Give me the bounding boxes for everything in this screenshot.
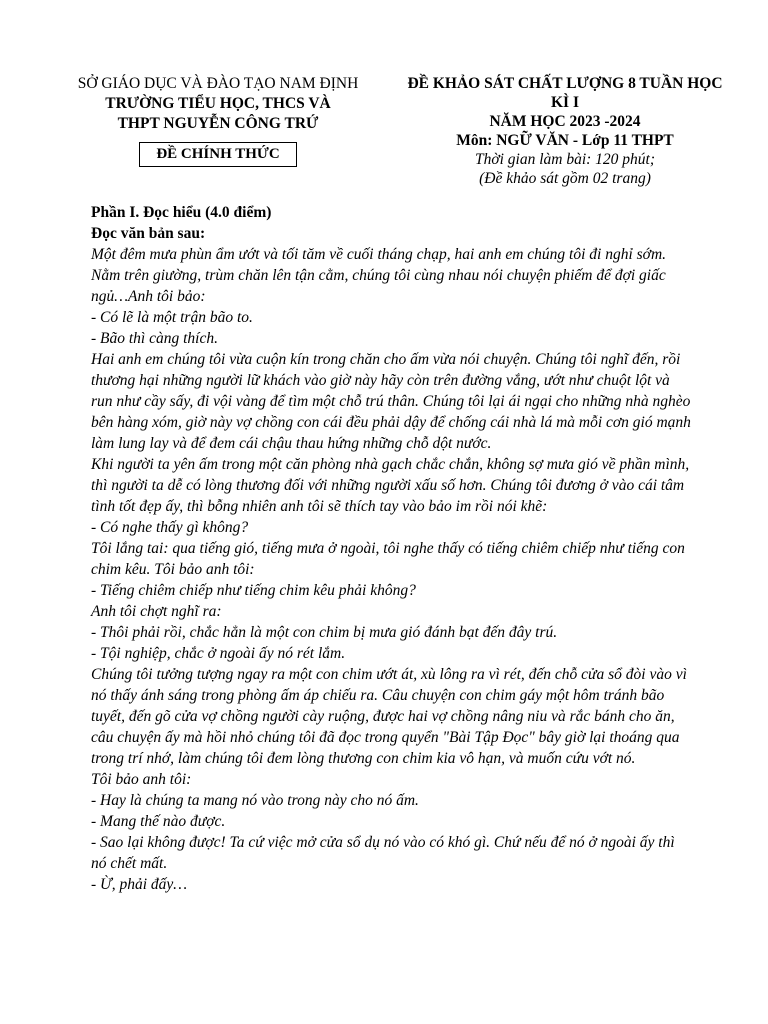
section-title: Phần I. Đọc hiểu (4.0 điểm)	[91, 204, 272, 221]
passage-paragraph: - Sao lại không được! Ta cứ việc mở cửa sổ dụ nó vào có khó gì. Chứ nếu để nó ở ngoài ấy thì nó chết mất.	[91, 834, 675, 872]
dialogue-line: - Hay là chúng ta mang nó vào trong này cho nó ấm.	[91, 792, 419, 809]
header-right	[384, 74, 746, 188]
dialogue-line: - Bão thì càng thích.	[91, 330, 218, 347]
dialogue-line: - Ừ, phải đấy…	[91, 876, 188, 893]
dialogue-line: - Tội nghiệp, chắc ở ngoài ấy nó rét lắm.	[91, 645, 346, 662]
dialogue-line: - Có nghe thấy gì không?	[91, 519, 249, 536]
school-name-line1: TRƯỜNG TIỂU HỌC, THCS VÀ	[105, 95, 331, 112]
exam-title-line1: ĐỀ KHẢO SÁT CHẤT LƯỢNG 8 TUẦN HỌC	[407, 75, 723, 92]
dialogue-line: - Thôi phải rồi, chắc hẳn là một con chim bị mưa gió đánh bạt đến đây trú.	[91, 624, 558, 641]
passage-paragraph: Hai anh em chúng tôi vừa cuộn kín trong chăn cho ấm vừa nói chuyện. Chúng tôi nghĩ đến, rồi thương hại những người lữ khách vào giờ này hãy còn trên đường vắng, ướt như chuột lột và run như cầy sấy, đi vội vàng để tìm một chỗ trú thân. Chúng tôi lại ái ngại cho những nhà nghèo bên hàng xóm, giờ này vợ chồng con cái đều phải dậy để chống cái nhà lá mà mỗi cơn gió mạnh làm lung lay và để đem cái chậu thau hứng những chỗ dột nước.	[91, 351, 691, 452]
passage-paragraph: Tôi lắng tai: qua tiếng gió, tiếng mưa ở ngoài, tôi nghe thấy có tiếng chiêm chiếp như tiếng con chim kêu. Tôi bảo anh tôi:	[91, 540, 685, 578]
dialogue-line: Anh tôi chợt nghĩ ra:	[91, 603, 222, 620]
section-instruction: Đọc văn bản sau:	[91, 225, 206, 242]
passage-paragraph: Khi người ta yên ấm trong một căn phòng nhà gạch chắc chắn, không sợ mưa gió về phần mình, thì người ta dễ có lòng thương đối với những người xấu số hơn. Chúng tôi đương ở vào cái tâm tình tốt đẹp ấy, thì bỗng nhiên anh tôi sẽ thích tay vào bảo im rồi nói khẽ:	[91, 456, 690, 515]
passage-paragraph: Chúng tôi tưởng tượng ngay ra một con chim ướt át, xù lông ra vì rét, đến chỗ cửa sổ đòi vào vì nó thấy ánh sáng trong phòng ấm áp chiếu ra. Câu chuyện con chim gáy một hôm tránh bão tuyết, đến gõ cửa vợ chồng người cày ruộng, được hai vợ chồng nâng niu và rắc bánh cho ăn, câu chuyện ấy mà hồi nhỏ chúng tôi đã đọc trong quyển "Bài Tập Đọc" bây giờ lại thoáng qua trong trí nhớ, làm chúng tôi đem lòng thương con chim kia vô hạn, và muốn cứu vớt nó.	[91, 666, 687, 767]
official-exam-label: ĐỀ CHÍNH THỨC	[139, 142, 296, 167]
subject-line: Môn: NGỮ VĂN - Lớp 11 THPT	[456, 132, 674, 149]
dialogue-line: - Tiếng chiêm chiếp như tiếng chim kêu phải không?	[91, 582, 416, 599]
exam-content	[91, 202, 693, 895]
dialogue-line: - Có lẽ là một trận bão to.	[91, 309, 253, 326]
exam-pages-note: (Đề khảo sát gồm 02 trang)	[479, 170, 651, 187]
dialogue-line: Tôi bảo anh tôi:	[91, 771, 192, 788]
school-year: NĂM HỌC 2023 -2024	[489, 113, 641, 130]
school-name-line2: THPT NGUYỄN CÔNG TRỨ	[117, 115, 319, 132]
agency-name: SỞ GIÁO DỤC VÀ ĐÀO TẠO NAM ĐỊNH	[77, 75, 359, 92]
passage-paragraph: Một đêm mưa phùn ẩm ướt và tối tăm về cuối tháng chạp, hai anh em chúng tôi đi nghỉ sớm. Nằm trên giường, trùm chăn lên tận cằm, chúng tôi cùng nhau nói chuyện phiếm để đợi giấc ngủ…Anh tôi bảo:	[91, 246, 667, 305]
header-left	[58, 74, 378, 167]
exam-title-line2: KÌ I	[551, 94, 579, 111]
dialogue-line: - Mang thế nào được.	[91, 813, 226, 830]
exam-duration: Thời gian làm bài: 120 phút;	[474, 151, 656, 168]
